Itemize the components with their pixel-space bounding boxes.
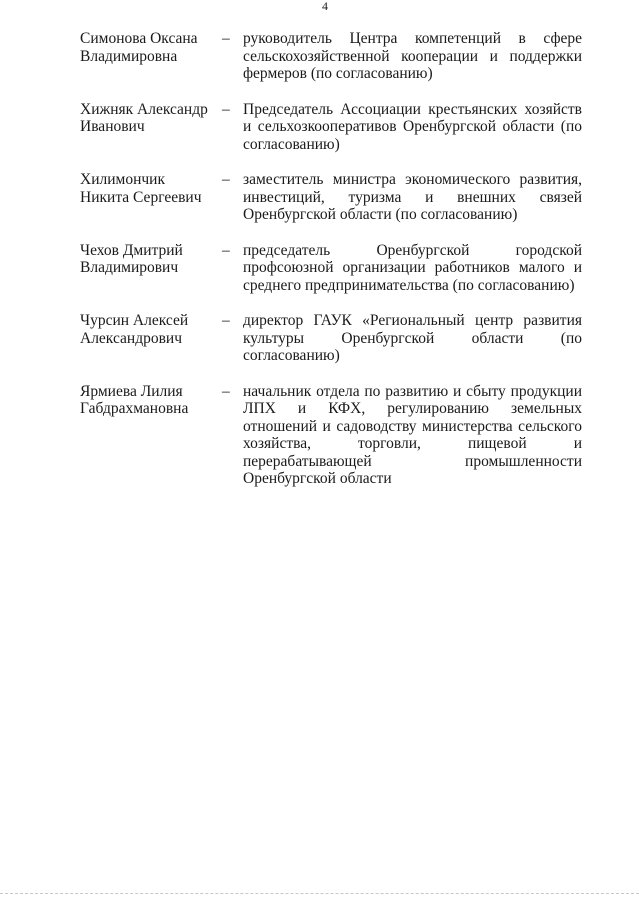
dash-separator: – [222,171,230,188]
page-number: 4 [322,0,328,13]
list-item [0,30,639,83]
member-name: Чехов Дмитрий Владимирович [80,241,183,276]
dash-separator: – [222,382,230,400]
member-name: Симонова Оксана Владимировна [80,30,198,65]
list-item [0,101,639,154]
list-item [0,383,639,488]
member-name: Хижняк Александр Иванович [80,100,208,135]
member-name: Ярмиева Лилия Габдрахмановна [80,382,189,417]
member-list [0,30,639,488]
member-role: начальник отдела по развитию и сбыту продукции ЛПХ и КФХ, регулированию земельных отношений и садоводству министерства сельского хозяйства, торговли, пищевой и перерабатывающей промышленности Оренбургской области [243,382,582,487]
scan-edge-line [0,893,639,894]
dash-separator: – [222,100,230,118]
dash-separator: – [222,312,230,329]
member-role: Председатель Ассоциации крестьянских хозяйств и сельхозкооперативов Оренбургской области (по согласованию) [243,100,582,153]
dash-separator: – [222,241,230,259]
member-role: руководитель Центра компетенций в сфере сельскохозяйственной кооперации и поддержки фермеров (по согласованию) [243,30,582,82]
member-name: Хилимончик Никита Сергеевич [80,171,202,206]
list-item [0,171,639,224]
member-role: директор ГАУК «Региональный центр развития культуры Оренбургской области (по согласованию) [243,312,582,364]
dash-separator: – [222,30,230,47]
list-item [0,242,639,295]
list-item [0,312,639,365]
member-role: заместитель министра экономического развития, инвестиций, туризма и внешних связей Оренбургской области (по согласованию) [243,171,582,223]
member-name: Чурсин Алексей Александрович [80,312,189,347]
member-role: председатель Оренбургской городской профсоюзной организации работников малого и среднего предпринимательства (по согласованию) [243,241,582,294]
